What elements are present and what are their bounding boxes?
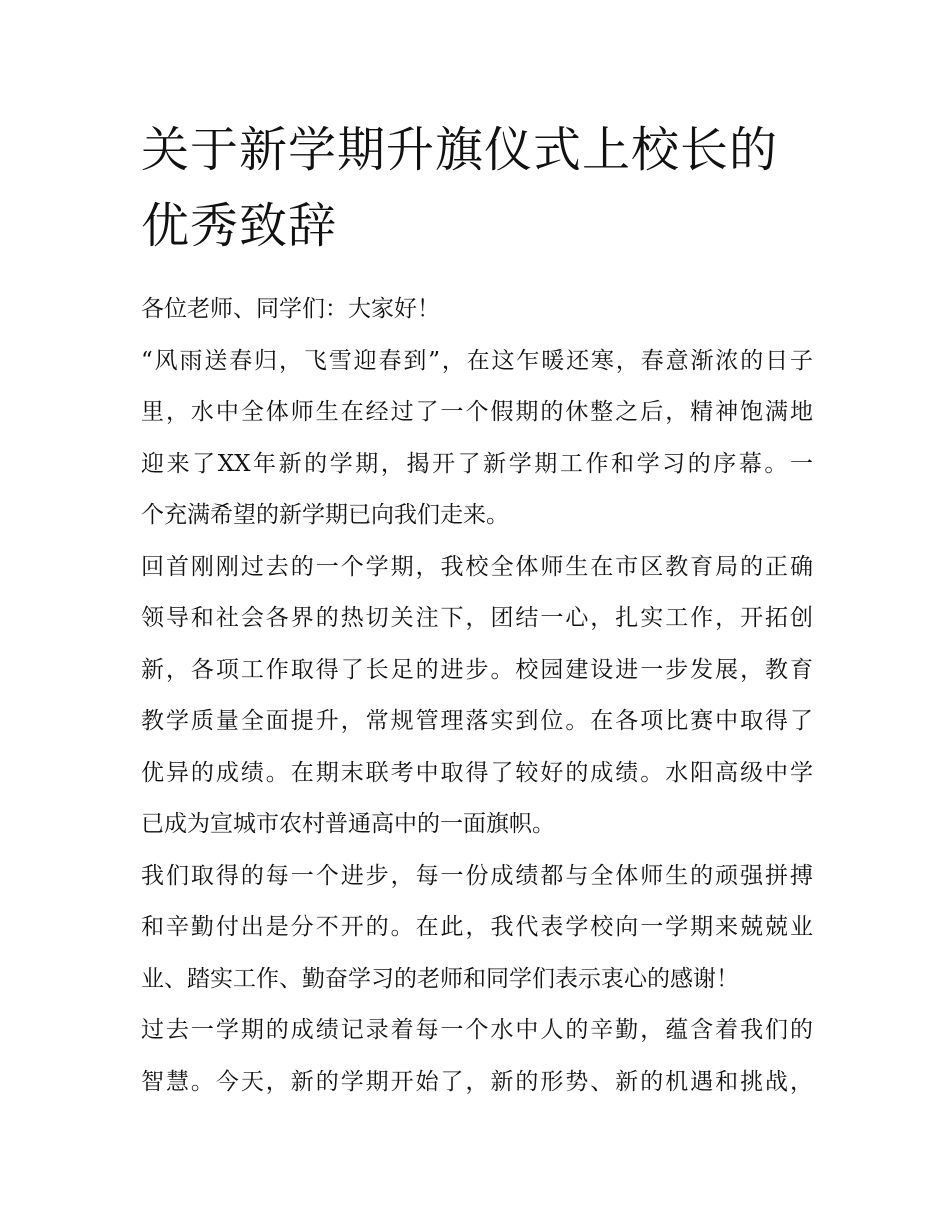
body-line: 各位老师、同学们：大家好！ bbox=[141, 296, 440, 322]
body-line: 优异的成绩。在期末联考中取得了较好的成绩。水阳高级中学 bbox=[141, 759, 813, 786]
body-line: 领导和社会各界的热切关注下，团结一心，扎实工作，开拓创 bbox=[141, 605, 813, 631]
body-line: 已成为宣城市农村普通高中的一面旗帜。 bbox=[141, 811, 555, 837]
body-line: 我们取得的每一个进步，每一份成绩都与全体师生的顽强拼搏 bbox=[141, 862, 813, 889]
body-line: 个充满希望的新学期已向我们走来。 bbox=[141, 502, 509, 528]
title-line: 关于新学期升旗仪式上校长的 bbox=[141, 122, 779, 178]
body-line: 迎来了XX年新的学期，揭开了新学期工作和学习的序幕。一 bbox=[141, 450, 813, 477]
document-title bbox=[141, 112, 813, 264]
title-line: 优秀致辞 bbox=[141, 198, 338, 254]
body-line: 和辛勤付出是分不开的。在此，我代表学校向一学期来兢兢业 bbox=[141, 914, 813, 940]
body-line: 过去一学期的成绩记录着每一个水中人的辛勤，蕴含着我们的 bbox=[141, 1017, 813, 1043]
body-line: 业、踏实工作、勤奋学习的老师和同学们表示衷心的感谢！ bbox=[141, 965, 739, 992]
body-line: 新，各项工作取得了长足的进步。校园建设进一步发展，教育 bbox=[141, 656, 813, 683]
body-line: 教学质量全面提升，常规管理落实到位。在各项比赛中取得了 bbox=[141, 708, 813, 734]
body-line: 回首刚刚过去的一个学期，我校全体师生在市区教育局的正确 bbox=[141, 553, 813, 580]
body-line: 里，水中全体师生在经过了一个假期的休整之后，精神饱满地 bbox=[141, 399, 813, 425]
body-line: “风雨送春归，飞雪迎春到”，在这乍暖还寒，春意渐浓的日子 bbox=[141, 347, 813, 374]
document-body bbox=[141, 284, 813, 1108]
document-page bbox=[141, 112, 813, 1108]
body-line: 智慧。今天，新的学期开始了，新的形势、新的机遇和挑战， bbox=[141, 1068, 813, 1095]
